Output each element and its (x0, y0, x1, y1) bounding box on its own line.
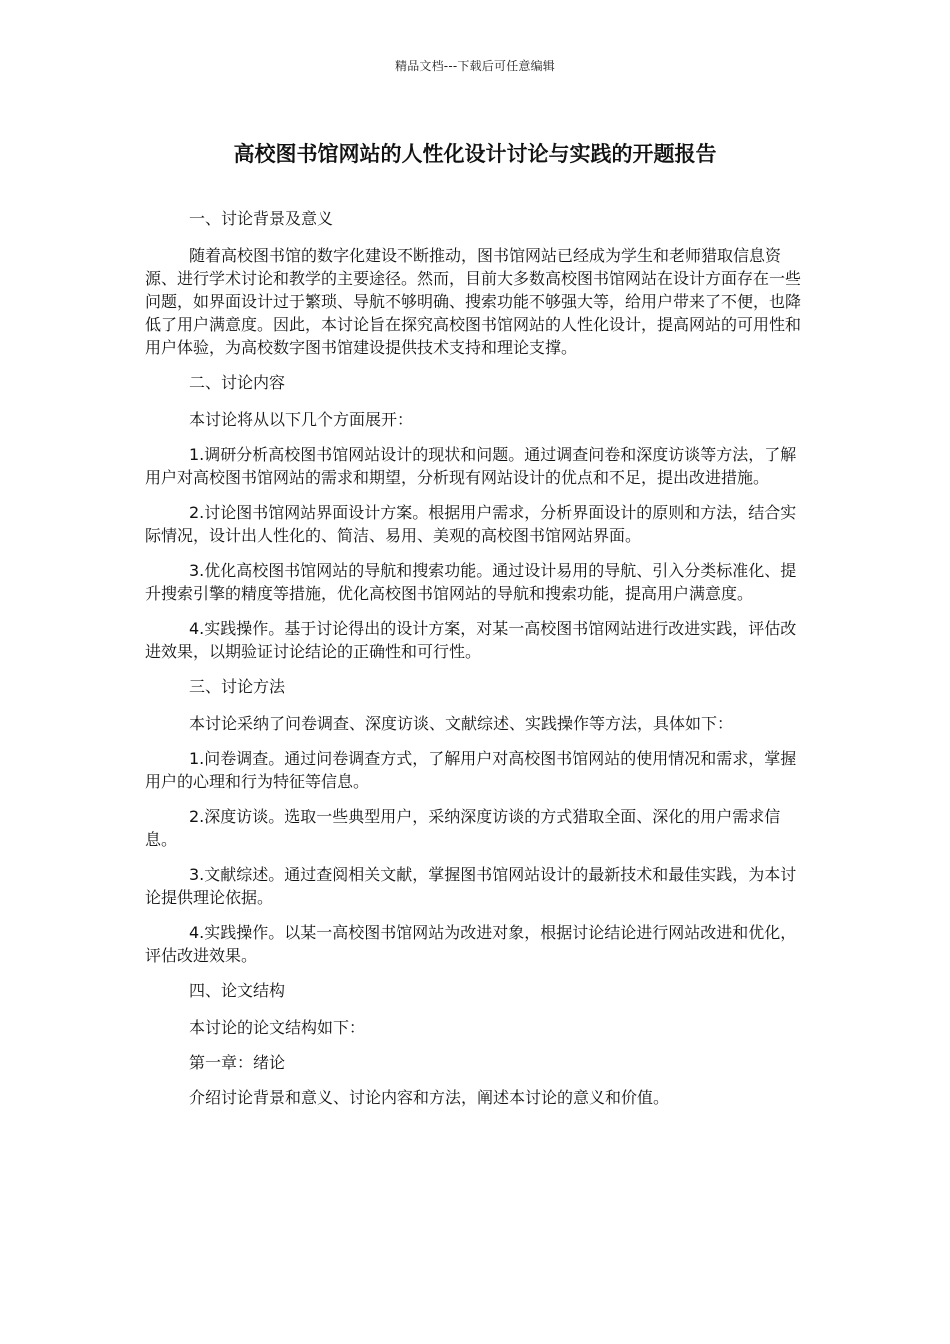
paragraph: 随着高校图书馆的数字化建设不断推动，图书馆网站已经成为学生和老师猎取信息资源、进行学术讨论和教学的主要途径。然而，目前大多数高校图书馆网站在设计方面存在一些问题，如界面设计过于繁琐、导航不够明确、搜索功能不够强大等，给用户带来了不便，也降低了用户满意度。因此，本讨论旨在探究高校图书馆网站的人性化设计，提高网站的可用性和用户体验，为高校数字图书馆建设提供技术支持和理论支撑。 (145, 246, 802, 357)
header-note: 精品文档---下载后可任意编辑 (395, 59, 555, 73)
list-item: 1.问卷调查。通过问卷调查方式，了解用户对高校图书馆网站的使用情况和需求，掌握用户的心理和行为特征等信息。 (145, 749, 797, 791)
section-heading: 一、讨论背景及意义 (189, 209, 334, 228)
list-item: 2.深度访谈。选取一些典型用户，采纳深度访谈的方式猎取全面、深化的用户需求信息。 (145, 807, 781, 849)
document-title: 高校图书馆网站的人性化设计讨论与实践的开题报告 (233, 142, 717, 166)
list-item: 4.实践操作。以某一高校图书馆网站为改进对象，根据讨论结论进行网站改进和优化，评估改进效果。 (145, 923, 797, 965)
list-item: 2.讨论图书馆网站界面设计方案。根据用户需求，分析界面设计的原则和方法，结合实际情况，设计出人性化的、简洁、易用、美观的高校图书馆网站界面。 (145, 503, 797, 545)
section-heading: 四、论文结构 (189, 981, 286, 1000)
list-item: 3.优化高校图书馆网站的导航和搜索功能。通过设计易用的导航、引入分类标准化、提升搜索引擎的精度等措施，优化高校图书馆网站的导航和搜索功能，提高用户满意度。 (145, 561, 797, 603)
chapter-heading: 第一章：绪论 (189, 1053, 286, 1072)
list-item: 1.调研分析高校图书馆网站设计的现状和问题。通过调查问卷和深度访谈等方法，了解用户对高校图书馆网站的需求和期望，分析现有网站设计的优点和不足，提出改进措施。 (145, 445, 797, 487)
paragraph: 介绍讨论背景和意义、讨论内容和方法，阐述本讨论的意义和价值。 (189, 1088, 670, 1107)
list-item: 3.文献综述。通过查阅相关文献，掌握图书馆网站设计的最新技术和最佳实践，为本讨论提供理论依据。 (145, 865, 797, 907)
document-body (145, 207, 810, 1121)
list-item: 4.实践操作。基于讨论得出的设计方案，对某一高校图书馆网站进行改进实践，评估改进效果，以期验证讨论结论的正确性和可行性。 (145, 619, 797, 661)
paragraph: 本讨论采纳了问卷调查、深度访谈、文献综述、实践操作等方法，具体如下： (189, 714, 734, 733)
section-heading: 三、讨论方法 (189, 677, 286, 696)
paragraph: 本讨论的论文结构如下： (189, 1018, 366, 1037)
section-heading: 二、讨论内容 (189, 373, 286, 392)
paragraph: 本讨论将从以下几个方面展开： (189, 410, 414, 429)
